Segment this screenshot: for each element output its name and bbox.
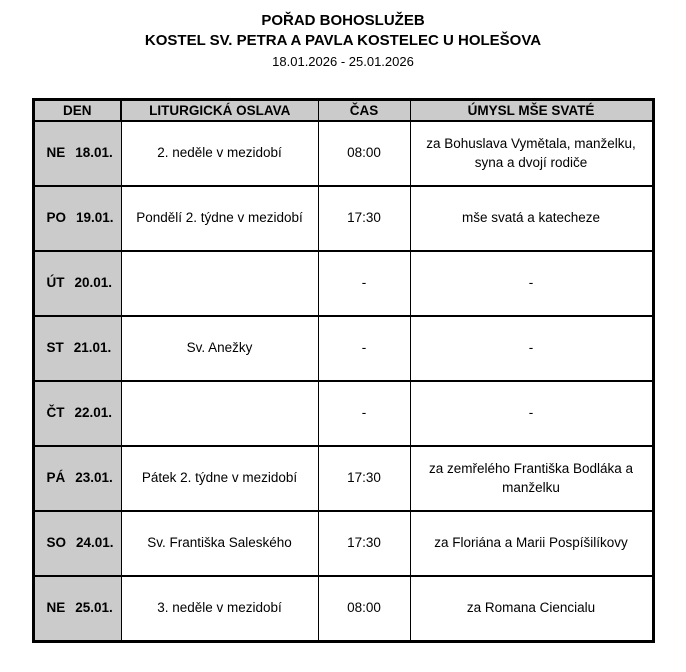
day-abbr: PO (46, 210, 67, 226)
intention-cell: za Floriána a Marii Pospíšilíkovy (410, 511, 653, 576)
day-abbr: PÁ (46, 470, 66, 486)
day-date: 23.01. (75, 470, 113, 486)
time-cell: 17:30 (318, 446, 410, 511)
day-date: 24.01. (76, 535, 114, 551)
celebration-cell (121, 381, 318, 446)
date-range: 18.01.2026 - 25.01.2026 (272, 54, 414, 69)
day-cell (33, 121, 121, 186)
celebration-cell: 2. neděle v mezidobí (121, 121, 318, 186)
day-cell (33, 576, 121, 641)
celebration-cell: 3. neděle v mezidobí (121, 576, 318, 641)
day-cell (33, 316, 121, 381)
day-cell (33, 251, 121, 316)
celebration-cell: Pondělí 2. týdne v mezidobí (121, 186, 318, 251)
column-header-den: DEN (33, 100, 121, 122)
intention-cell: za Romana Ciencialu (410, 576, 653, 641)
celebration-cell: Sv. Anežky (121, 316, 318, 381)
day-abbr: NE (46, 600, 66, 616)
celebration-cell (121, 251, 318, 316)
document-header (0, 0, 686, 72)
column-header-cas: ČAS (318, 100, 410, 122)
day-date: 18.01. (75, 145, 113, 161)
day-cell (33, 381, 121, 446)
table-row-ut-20 (33, 251, 653, 316)
celebration-cell: Sv. Františka Saleského (121, 511, 318, 576)
table-row-ct-22 (33, 381, 653, 446)
time-cell: 08:00 (318, 121, 410, 186)
intention-cell: - (410, 251, 653, 316)
time-cell: - (318, 251, 410, 316)
church-name: KOSTEL SV. PETRA A PAVLA KOSTELEC U HOLEŠOVA (144, 32, 542, 49)
time-cell: 17:30 (318, 186, 410, 251)
intention-cell: - (410, 316, 653, 381)
day-abbr: NE (46, 145, 66, 161)
column-header-liturgicka-oslava: LITURGICKÁ OSLAVA (121, 100, 318, 122)
day-date: 19.01. (76, 210, 114, 226)
table-row-ne-18 (33, 121, 653, 186)
day-abbr: ÚT (46, 275, 65, 291)
celebration-cell: Pátek 2. týdne v mezidobí (121, 446, 318, 511)
intention-cell: mše svatá a katecheze (410, 186, 653, 251)
time-cell: 08:00 (318, 576, 410, 641)
column-header-umysl: ÚMYSL MŠE SVATÉ (410, 100, 653, 122)
schedule-table (32, 98, 655, 643)
intention-cell: za Bohuslava Vymětala, manželku, syna a dvojí rodiče (410, 121, 653, 186)
day-cell (33, 186, 121, 251)
time-cell: - (318, 381, 410, 446)
table-row-pa-23 (33, 446, 653, 511)
day-abbr: ČT (46, 405, 65, 421)
time-cell: - (318, 316, 410, 381)
intention-cell: za zemřelého Františka Bodláka a manželku (410, 446, 653, 511)
table-row-so-24 (33, 511, 653, 576)
day-date: 25.01. (75, 600, 113, 616)
table-row-st-21 (33, 316, 653, 381)
day-cell (33, 446, 121, 511)
table-header-row (33, 100, 653, 122)
document-title: POŘAD BOHOSLUŽEB (261, 12, 425, 29)
day-date: 20.01. (74, 275, 113, 291)
day-abbr: SO (46, 535, 67, 551)
day-date: 22.01. (74, 405, 113, 421)
table-row-ne-25 (33, 576, 653, 641)
intention-cell: - (410, 381, 653, 446)
time-cell: 17:30 (318, 511, 410, 576)
day-cell (33, 511, 121, 576)
day-date: 21.01. (73, 340, 112, 356)
day-abbr: ST (46, 340, 64, 356)
table-row-po-19 (33, 186, 653, 251)
